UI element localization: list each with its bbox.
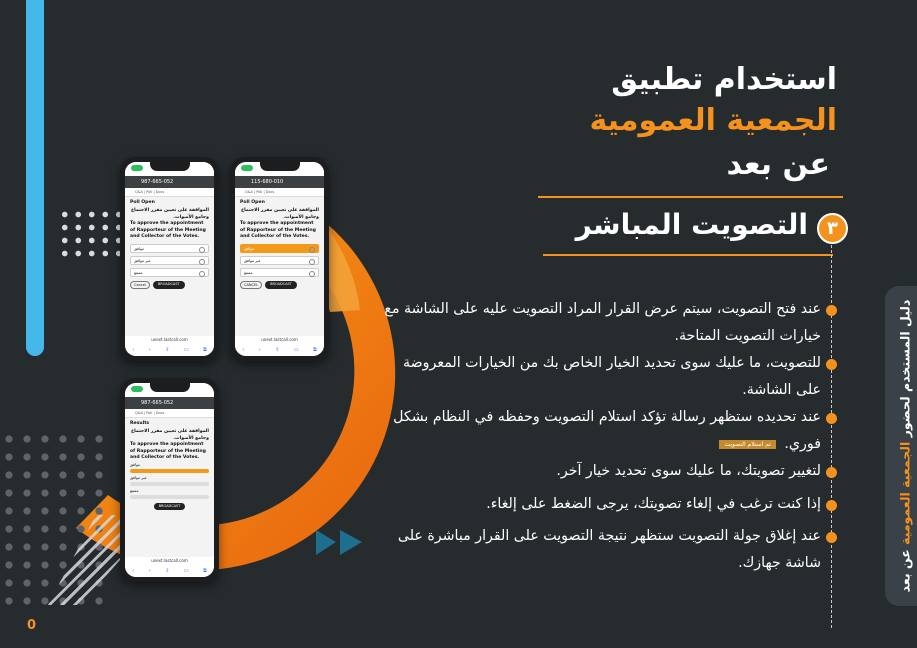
result-bar [130,482,209,486]
poll-option[interactable]: غير موافق [130,256,209,265]
share-icon[interactable]: ⇪ [275,347,280,353]
divider [543,254,833,256]
side-tab-suffix: عن بعد [897,549,913,593]
poll-option-selected[interactable]: موافق [240,244,319,253]
share-icon[interactable]: ⇪ [165,347,170,353]
broadcast-button[interactable]: BROADCAST [153,281,185,290]
list-item: عند فتح التصويت، سيتم عرض القرار المراد التصويت عليه على الشاشة مع خيارات التصويت المتاحة. [384,301,821,344]
poll-question-en: To approve the appointment of Rapporteur of the Meeting and Collector of the Votes. [240,221,316,240]
phone-mockup-2 [230,157,329,361]
back-icon[interactable]: ‹ [132,568,135,574]
page-title-line3: عن بعد [726,147,830,182]
side-tab-highlight: الجمعية العمومية [897,441,913,545]
phone-tabs[interactable]: Q&A | Poll | Docs [125,409,214,418]
poll-option[interactable]: غير موافق [240,256,319,265]
list-item: للتصويت، ما عليك سوى تحديد الخيار الخاص بك من الخيارات المعروضة على الشاشة. [403,355,821,398]
bullet-icon [826,413,837,424]
list-item: لتغيير تصويتك، ما عليك سوى تحديد خيار آخر. [556,463,821,479]
bookmarks-icon[interactable]: ▭ [183,568,189,574]
phone-notch [150,383,190,392]
result-label: موافق [130,461,141,467]
phone-tabs[interactable]: Q&A | Poll | Docs [125,188,214,197]
phone-mockup-3 [120,378,219,582]
poll-body [125,418,214,513]
poll-question-en: To approve the appointment of Rapporteur of the Meeting and Collector of the Votes. [130,442,206,461]
section-number-badge: ٣ [817,213,848,244]
phone-mockup-1 [120,157,219,361]
phone-top-bar: 987-665-052 [125,397,214,409]
timeline-line [831,245,832,628]
browser-nav [125,565,214,577]
bookmarks-icon[interactable]: ▭ [183,347,189,353]
phone-screen [235,162,324,356]
dot-grid-decoration [58,208,128,258]
poll-body [235,197,324,292]
phone-screen [125,162,214,356]
bullet-icon [826,467,837,478]
tabs-icon[interactable]: ⧉ [203,347,207,353]
url-bar[interactable]: unext.lastcall.com [125,336,214,344]
back-icon[interactable]: ‹ [242,347,245,353]
list-item-text: عند تحديده ستظهر رسالة تؤكد استلام التصويت وحفظه في النظام بشكل فوري. [393,409,821,452]
page-title-line1: استخدام تطبيق [611,62,837,97]
poll-label: Poll Open [130,200,155,205]
bullet-icon [826,532,837,543]
tabs-icon[interactable]: ⧉ [203,568,207,574]
section-title: التصويت المباشر [575,208,808,241]
result-label: ممتنع [130,488,139,494]
result-bar [130,495,209,499]
poll-option[interactable]: ممتنع [130,268,209,277]
phone-tabs[interactable]: Q&A | Poll | Docs [235,188,324,197]
url-bar[interactable]: unext.lastcall.com [235,336,324,344]
live-pill-icon [131,165,143,171]
poll-label: Poll Open [240,200,265,205]
poll-option[interactable]: موافق [130,244,209,253]
bullet-icon [826,305,837,316]
live-pill-icon [241,165,253,171]
forward-icon[interactable]: › [148,568,151,574]
bullet-icon [826,359,837,370]
side-tab-label [898,300,913,593]
poll-label: Results [130,421,150,426]
result-label: غير موافق [130,474,147,480]
divider [538,196,843,198]
list-item: عند إغلاق جولة التصويت ستظهر نتيجة التصويت على القرار مباشرة على شاشة جهازك. [397,528,821,571]
url-bar[interactable]: unext.lastcall.com [125,557,214,565]
live-pill-icon [131,386,143,392]
poll-question-en: To approve the appointment of Rapporteur of the Meeting and Collector of the Votes. [130,221,206,240]
list-item: إذا كنت ترغب في إلغاء تصويتك، يرجى الضغط على إلغاء. [486,496,821,512]
page-number: 0 [27,618,37,633]
poll-question-ar: الموافقة على تعيين مقرر الاجتماع وجامع الأصوات. [131,429,209,441]
phone-notch [260,162,300,171]
broadcast-button[interactable]: BROADCAST [265,281,297,290]
browser-nav [235,344,324,356]
side-tab-prefix: دليل المستخدم لحضور [897,299,913,438]
back-icon[interactable]: ‹ [132,347,135,353]
list-item [381,404,821,458]
phone-screen [125,383,214,577]
cancel-button[interactable]: CANCEL [240,281,262,290]
poll-body [125,197,214,292]
cancel-button[interactable]: Cancel [130,281,150,290]
forward-icon[interactable]: › [148,347,151,353]
poll-question-ar: الموافقة على تعيين مقرر الاجتماع وجامع الأصوات. [241,208,319,220]
forward-icon[interactable]: › [258,347,261,353]
phone-notch [150,162,190,171]
broadcast-button[interactable]: BROADCAST [154,503,186,510]
phone-top-bar: 987-665-052 [125,176,214,188]
tabs-icon[interactable]: ⧉ [313,347,317,353]
browser-nav [125,344,214,356]
phone-top-bar: 115-680-010 [235,176,324,188]
blue-accent-bar [26,0,44,356]
result-bar [130,469,209,473]
poll-option[interactable]: ممتنع [240,268,319,277]
bookmarks-icon[interactable]: ▭ [293,347,299,353]
bullet-icon [826,500,837,511]
vote-received-tag: تم استلام التصويت [719,440,775,449]
share-icon[interactable]: ⇪ [165,568,170,574]
poll-question-ar: الموافقة على تعيين مقرر الاجتماع وجامع الأصوات. [131,208,209,220]
page-title-line2: الجمعية العمومية [589,103,837,138]
